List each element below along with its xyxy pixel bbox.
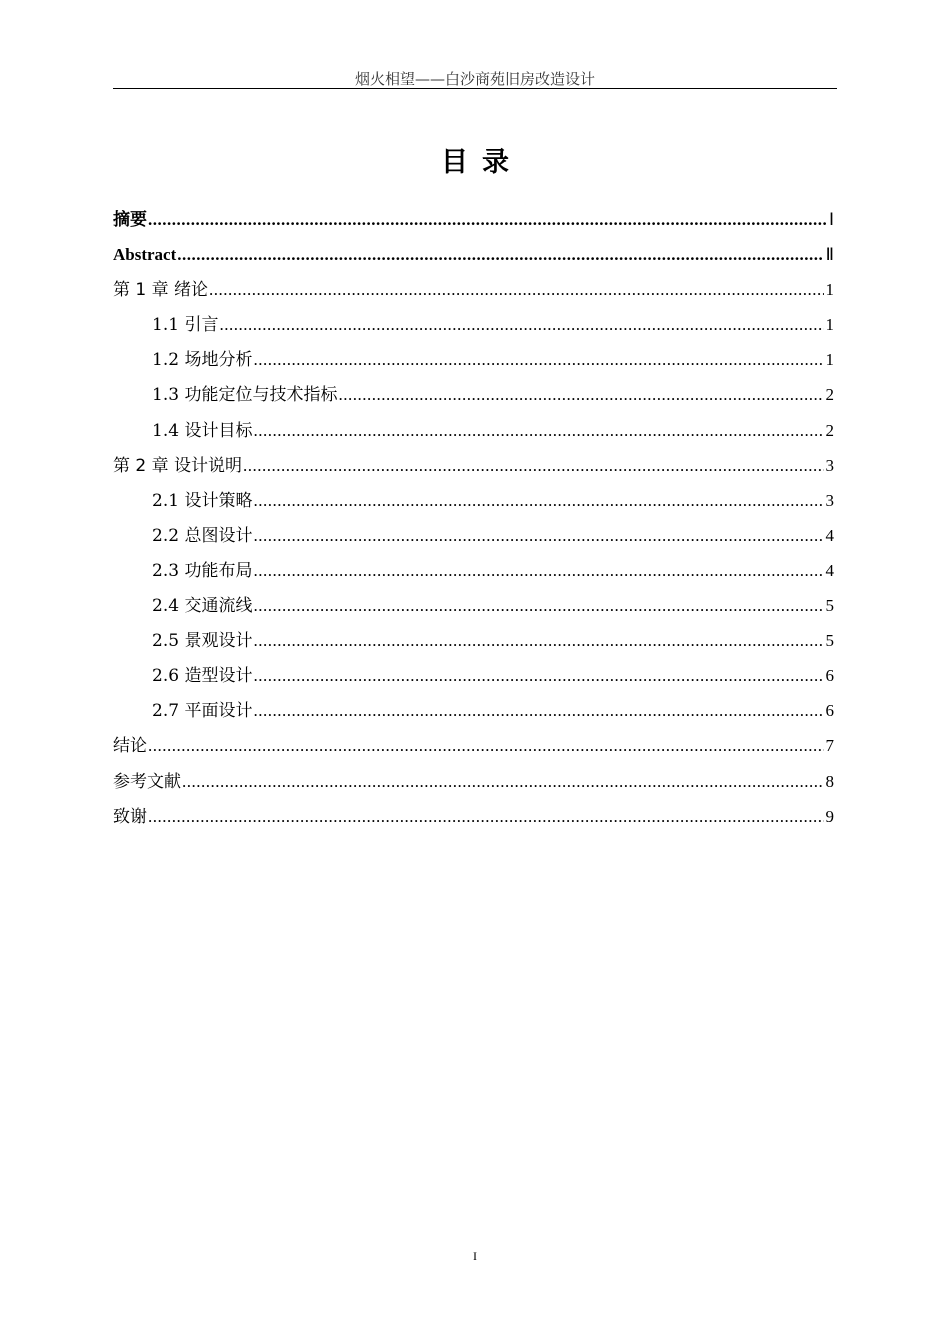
toc-page-number: 1 xyxy=(825,350,834,370)
toc-entry-section-1-3[interactable] xyxy=(113,377,834,412)
toc-entry-references[interactable] xyxy=(113,764,834,799)
toc-entry-section-2-4[interactable] xyxy=(113,588,834,623)
toc-page-number: 5 xyxy=(825,596,834,616)
toc-entry-section-2-5[interactable] xyxy=(113,623,834,658)
toc-page-number: 3 xyxy=(825,490,834,510)
toc-entry-section-1-1[interactable] xyxy=(113,307,834,342)
toc-entry-text: 2.7 平面设计 xyxy=(152,701,253,722)
toc-page-number: 6 xyxy=(825,701,834,721)
toc-entry-text: 1.1 引言 xyxy=(152,315,219,336)
toc-page-number: 1 xyxy=(825,315,834,335)
toc-entry-text: 2.2 总图设计 xyxy=(152,525,253,546)
dot-leader xyxy=(219,307,823,342)
table-of-contents xyxy=(113,202,834,834)
dot-leader xyxy=(253,623,823,658)
toc-entry-conclusion[interactable] xyxy=(113,728,834,763)
toc-entry-text: 摘要 xyxy=(113,210,147,229)
dot-leader xyxy=(253,658,823,693)
dot-leader xyxy=(253,483,823,518)
dot-leader xyxy=(148,799,824,834)
toc-entry-text: 第 1 章 绪论 xyxy=(113,280,209,301)
toc-entry-section-1-2[interactable] xyxy=(113,342,834,377)
dot-leader xyxy=(177,237,823,272)
toc-page-number: 2 xyxy=(825,385,834,405)
toc-page-number: 6 xyxy=(825,666,834,686)
toc-entry-section-2-1[interactable] xyxy=(113,483,834,518)
toc-page-number: 1 xyxy=(825,280,834,300)
toc-entry-text: 2.1 设计策略 xyxy=(152,490,253,511)
toc-entry-section-2-7[interactable] xyxy=(113,693,834,728)
toc-page-number: Ⅱ xyxy=(825,245,834,265)
toc-entry-text: 参考文献 xyxy=(113,771,181,792)
dot-leader xyxy=(253,413,823,448)
toc-entry-text: 1.3 功能定位与技术指标 xyxy=(152,385,338,406)
toc-entry-chapter-1[interactable] xyxy=(113,272,834,307)
running-header: 烟火相望——白沙商苑旧房改造设计 xyxy=(354,70,595,88)
toc-page-number: 7 xyxy=(825,736,834,756)
toc-page-number: 5 xyxy=(825,631,834,651)
toc-page-number: 8 xyxy=(825,771,834,791)
toc-entry-section-2-3[interactable] xyxy=(113,553,834,588)
toc-entry-text: 结论 xyxy=(113,736,147,757)
toc-page-number: Ⅰ xyxy=(828,210,834,229)
toc-entry-text: 1.4 设计目标 xyxy=(152,420,253,441)
toc-page-number: 3 xyxy=(825,455,834,475)
dot-leader xyxy=(253,553,823,588)
toc-entry-text: 2.5 景观设计 xyxy=(152,631,253,652)
dot-leader xyxy=(182,764,824,799)
toc-entry-text: 2.6 造型设计 xyxy=(152,666,253,687)
toc-page-number: 4 xyxy=(825,560,834,580)
header-rule xyxy=(113,88,837,89)
dot-leader xyxy=(253,518,823,553)
toc-page-number: 2 xyxy=(825,420,834,440)
dot-leader xyxy=(338,377,823,412)
toc-entry-chapter-2[interactable] xyxy=(113,448,834,483)
toc-entry-text: 第 2 章 设计说明 xyxy=(113,455,243,476)
toc-entry-section-2-2[interactable] xyxy=(113,518,834,553)
dot-leader xyxy=(148,202,827,237)
dot-leader xyxy=(253,342,823,377)
dot-leader xyxy=(253,588,823,623)
toc-entry-abstract-en[interactable] xyxy=(113,237,834,272)
footer-page-number: I xyxy=(473,1249,477,1263)
dot-leader xyxy=(253,693,823,728)
toc-entry-section-1-4[interactable] xyxy=(113,413,834,448)
dot-leader xyxy=(209,272,823,307)
toc-entry-text: 1.2 场地分析 xyxy=(152,350,253,371)
toc-entry-section-2-6[interactable] xyxy=(113,658,834,693)
toc-page-number: 9 xyxy=(825,806,834,826)
toc-entry-text: 2.3 功能布局 xyxy=(152,560,253,581)
toc-title: 目录 xyxy=(441,147,523,178)
toc-entry-text: Abstract xyxy=(113,245,177,265)
toc-entry-text: 致谢 xyxy=(113,806,147,827)
toc-page-number: 4 xyxy=(825,525,834,545)
toc-entry-abstract-cn[interactable] xyxy=(113,202,834,237)
dot-leader xyxy=(148,728,824,763)
dot-leader xyxy=(243,448,823,483)
toc-entry-text: 2.4 交通流线 xyxy=(152,596,253,617)
toc-entry-acknowledgements[interactable] xyxy=(113,799,834,834)
